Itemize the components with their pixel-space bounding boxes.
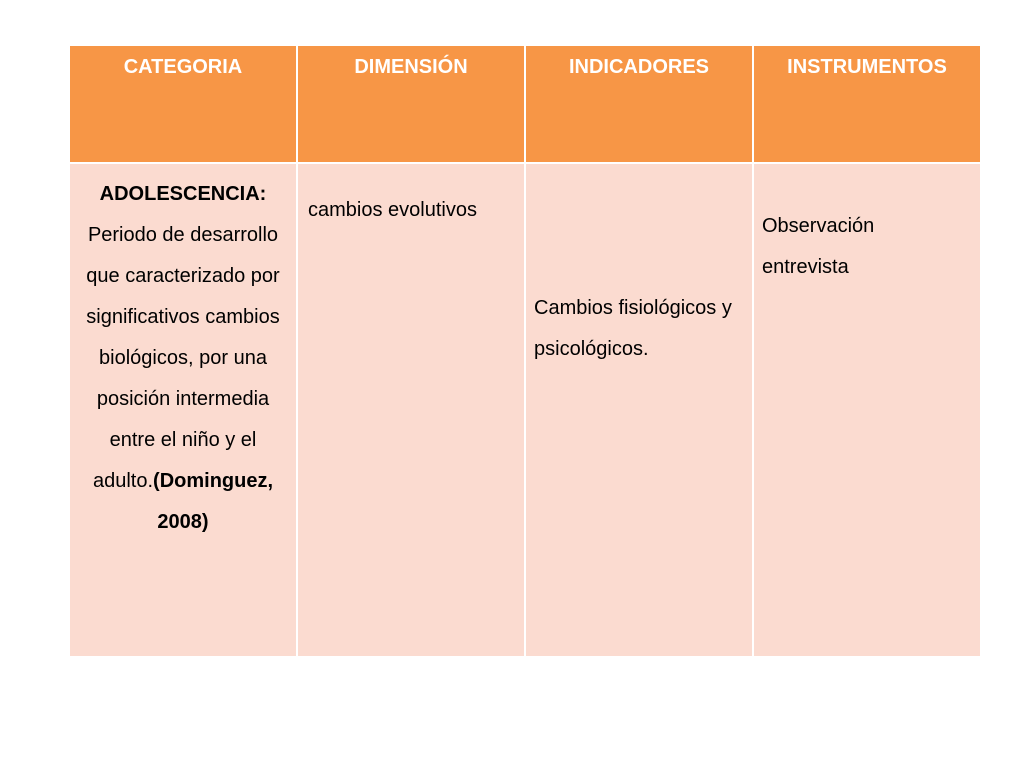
header-indicadores: INDICADORES: [525, 45, 753, 163]
indicadores-text: Cambios fisiológicos y psicológicos.: [534, 297, 732, 360]
header-dimension: DIMENSIÓN: [297, 45, 525, 163]
research-matrix-table: [68, 44, 982, 658]
categoria-term: ADOLESCENCIA:: [99, 183, 267, 205]
cell-indicadores: [525, 163, 753, 657]
cell-dimension: [297, 163, 525, 657]
categoria-citation: (Dominguez, 2008): [153, 470, 274, 533]
cell-categoria: [69, 163, 297, 657]
table-header-row: [69, 45, 981, 163]
table-row: [69, 163, 981, 657]
instrumento-observacion: Observación: [762, 215, 875, 237]
dimension-text: cambios evolutivos: [308, 199, 477, 221]
cell-instrumentos: [753, 163, 981, 657]
instrumento-entrevista: entrevista: [762, 256, 849, 278]
categoria-definition: Periodo de desarrollo que caracterizado por significativos cambios biológicos, por una posición intermedia entre el niño y el adulto.: [86, 224, 280, 492]
header-instrumentos: INSTRUMENTOS: [753, 45, 981, 163]
header-categoria: CATEGORIA: [69, 45, 297, 163]
